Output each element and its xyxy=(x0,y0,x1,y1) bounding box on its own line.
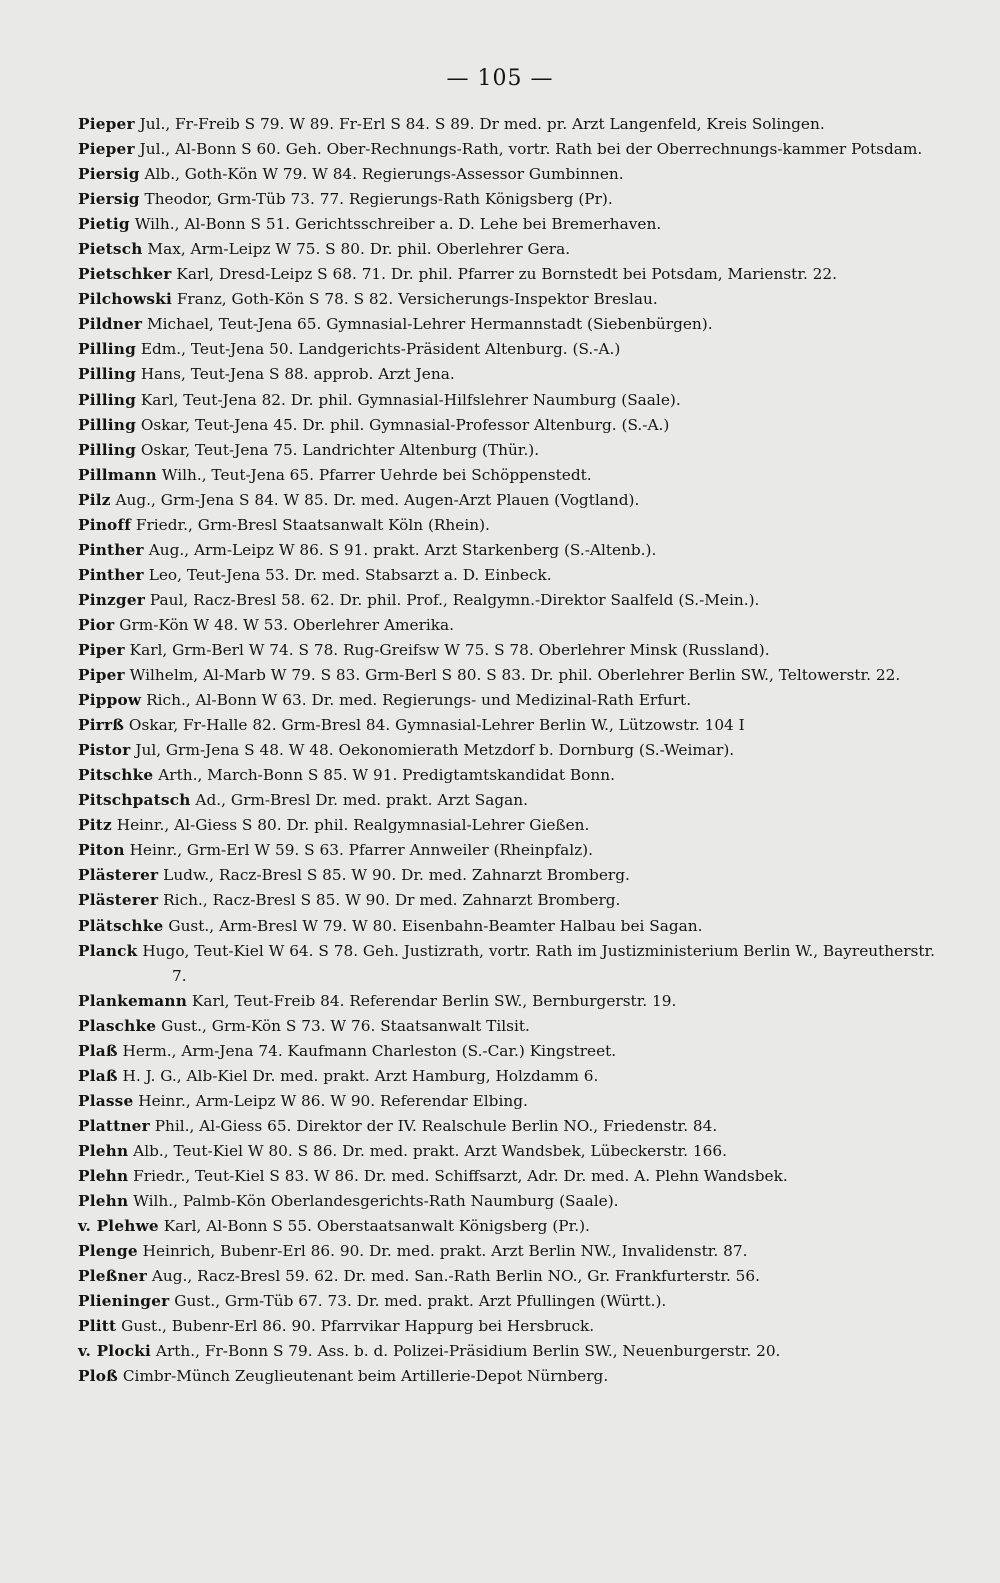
entry-surname: Plaschke xyxy=(78,1016,157,1035)
register-entry xyxy=(78,538,938,563)
entry-surname: Plaß xyxy=(78,1066,118,1085)
entry-surname: Plaß xyxy=(78,1041,118,1060)
entry-surname: Plitt xyxy=(78,1317,117,1336)
entry-surname: Pleßner xyxy=(78,1267,147,1286)
entry-details: Oskar, Fr-Halle 82. Grm-Bresl 84. Gymnasial-Lehrer Berlin W., Lützowstr. 104 I xyxy=(124,716,745,735)
register-entry xyxy=(78,413,938,438)
register-entry xyxy=(78,838,938,863)
register-entry xyxy=(78,939,938,989)
register-entry xyxy=(78,1214,938,1239)
entry-surname: Plästerer xyxy=(78,891,159,910)
entry-details: Jul, Grm-Jena S 48. W 48. Oekonomierath Metzdorf b. Dornburg (S.-Weimar). xyxy=(130,741,735,760)
register-entry xyxy=(78,738,938,763)
entry-details: Paul, Racz-Bresl 58. 62. Dr. phil. Prof., Realgymn.-Direktor Saalfeld (S.-Mein.). xyxy=(145,590,760,609)
register-entry xyxy=(78,663,938,688)
register-entry xyxy=(78,1314,938,1339)
register-entry xyxy=(78,1189,938,1214)
entry-surname: Pinther xyxy=(78,540,144,559)
entry-details: Friedr., Grm-Bresl Staatsanwalt Köln (Rhein). xyxy=(131,515,490,534)
entry-details: Gust., Arm-Bresl W 79. W 80. Eisenbahn-Beamter Halbau bei Sagan. xyxy=(163,916,703,935)
register-entry xyxy=(78,1364,938,1389)
register-entry xyxy=(78,613,938,638)
register-entry xyxy=(78,162,938,187)
entry-surname: Plästerer xyxy=(78,866,159,885)
register-entry xyxy=(78,262,938,287)
entry-details: Gust., Grm-Tüb 67. 73. Dr. med. prakt. Arzt Pfullingen (Württ.). xyxy=(169,1292,667,1311)
entry-surname: Piton xyxy=(78,841,125,860)
entry-details: Phil., Al-Giess 65. Direktor der IV. Realschule Berlin NO., Friedenstr. 84. xyxy=(149,1116,718,1135)
register-entry xyxy=(78,763,938,788)
entry-surname: Plehn xyxy=(78,1166,129,1185)
entry-details: Arth., Fr-Bonn S 79. Ass. b. d. Polizei-Präsidium Berlin SW., Neuenburgerstr. 20. xyxy=(151,1342,781,1361)
entry-details: Rich., Racz-Bresl S 85. W 90. Dr med. Zahnarzt Bromberg. xyxy=(158,891,621,910)
entry-surname: Pistor xyxy=(78,741,131,760)
entry-surname: Plattner xyxy=(78,1116,150,1135)
entry-details: Alb., Teut-Kiel W 80. S 86. Dr. med. prakt. Arzt Wandsbek, Lübeckerstr. 166. xyxy=(128,1141,727,1160)
entry-surname: v. Plehwe xyxy=(78,1217,159,1236)
register-entry xyxy=(78,1239,938,1264)
entry-surname: Pirrß xyxy=(78,716,125,735)
entry-details: Heinr., Al-Giess S 80. Dr. phil. Realgymnasial-Lehrer Gießen. xyxy=(111,816,590,835)
page-number: — 105 — xyxy=(446,66,554,91)
entry-surname: Pilling xyxy=(78,365,136,384)
entry-details: Heinr., Arm-Leipz W 86. W 90. Referendar Elbing. xyxy=(133,1091,528,1110)
entry-details: Leo, Teut-Jena 53. Dr. med. Stabsarzt a. D. Einbeck. xyxy=(143,565,552,584)
entry-details: Alb., Goth-Kön W 79. W 84. Regierungs-Assessor Gumbinnen. xyxy=(139,165,624,184)
entry-details: Karl, Teut-Jena 82. Dr. phil. Gymnasial-Hilfslehrer Naumburg (Saale). xyxy=(135,390,681,409)
entry-surname: Pippow xyxy=(78,691,142,710)
register-entry xyxy=(78,388,938,413)
entry-details: Ludw., Racz-Bresl S 85. W 90. Dr. med. Zahnarzt Bromberg. xyxy=(158,866,630,885)
entry-details: Oskar, Teut-Jena 45. Dr. phil. Gymnasial-Professor Altenburg. (S.-A.) xyxy=(135,415,670,434)
entry-details: Edm., Teut-Jena 50. Landgerichts-Präsident Altenburg. (S.-A.) xyxy=(135,340,621,359)
entry-details: Aug., Racz-Bresl 59. 62. Dr. med. San.-Rath Berlin NO., Gr. Frankfurterstr. 56. xyxy=(146,1267,761,1286)
entry-surname: Piersig xyxy=(78,165,140,184)
register-entry xyxy=(78,362,938,387)
entry-surname: Pieper xyxy=(78,115,135,133)
entry-surname: Plenge xyxy=(78,1242,138,1261)
entry-details: Rich., Al-Bonn W 63. Dr. med. Regierungs- und Medizinal-Rath Erfurt. xyxy=(141,691,692,710)
register-entry xyxy=(78,237,938,262)
register-entry xyxy=(78,638,938,663)
register-entry xyxy=(78,312,938,337)
entry-surname: Pilchowski xyxy=(78,290,172,309)
entry-surname: v. Plocki xyxy=(78,1342,152,1361)
entry-surname: Plehn xyxy=(78,1192,129,1211)
register-entry xyxy=(78,1039,938,1064)
register-entry xyxy=(78,1164,938,1189)
register-entry xyxy=(78,888,938,913)
entry-surname: Pitschpatsch xyxy=(78,791,191,810)
entry-surname: Pinther xyxy=(78,565,144,584)
entry-details: Theodor, Grm-Tüb 73. 77. Regierungs-Rath Königsberg (Pr). xyxy=(139,190,613,209)
entry-details: Karl, Teut-Freib 84. Referendar Berlin SW., Bernburgerstr. 19. xyxy=(187,991,677,1010)
entry-details: Karl, Al-Bonn S 55. Oberstaatsanwalt Königsberg (Pr.). xyxy=(158,1217,590,1236)
register-entry xyxy=(78,1289,938,1314)
entry-surname: Pietschker xyxy=(78,265,172,284)
entry-details: Gust., Bubenr-Erl 86. 90. Pfarrvikar Happurg bei Hersbruck. xyxy=(116,1317,595,1336)
register-entry xyxy=(78,863,938,888)
entry-surname: Planck xyxy=(78,941,138,960)
entry-details: Aug., Grm-Jena S 84. W 85. Dr. med. Augen-Arzt Plauen (Vogtland). xyxy=(110,490,640,509)
entry-surname: Pillmann xyxy=(78,465,157,484)
register-entry xyxy=(78,212,938,237)
entry-surname: Piersig xyxy=(78,190,140,209)
entry-details: Wilh., Al-Bonn S 51. Gerichtsschreiber a. D. Lehe bei Bremerhaven. xyxy=(129,215,662,234)
register-entry xyxy=(78,463,938,488)
register-entries xyxy=(78,112,938,1389)
register-entry xyxy=(78,1064,938,1089)
entry-surname: Pietig xyxy=(78,215,130,234)
register-entry xyxy=(78,713,938,738)
entry-details: Oskar, Teut-Jena 75. Landrichter Altenburg (Thür.). xyxy=(135,440,540,459)
entry-details: Hans, Teut-Jena S 88. approb. Arzt Jena. xyxy=(135,365,455,384)
register-entry xyxy=(78,438,938,463)
entry-surname: Plieninger xyxy=(78,1292,170,1311)
register-entry xyxy=(78,187,938,212)
entry-details: Grm-Kön W 48. W 53. Oberlehrer Amerika. xyxy=(114,615,455,634)
entry-details: Heinr., Grm-Erl W 59. S 63. Pfarrer Annweiler (Rheinpfalz). xyxy=(124,841,594,860)
entry-details: Cimbr-Münch Zeuglieutenant beim Artillerie-Depot Nürnberg. xyxy=(117,1367,609,1386)
register-entry xyxy=(78,488,938,513)
register-entry xyxy=(78,914,938,939)
entry-details: Friedr., Teut-Kiel S 83. W 86. Dr. med. Schiffsarzt, Adr. Dr. med. A. Plehn Wandsbek. xyxy=(128,1166,788,1185)
entry-details: Ad., Grm-Bresl Dr. med. prakt. Arzt Sagan. xyxy=(190,791,528,810)
entry-details: Michael, Teut-Jena 65. Gymnasial-Lehrer Hermannstadt (Siebenbürgen). xyxy=(142,315,713,334)
entry-surname: Piper xyxy=(78,666,125,685)
entry-surname: Pitz xyxy=(78,816,112,835)
register-entry xyxy=(78,1089,938,1114)
register-entry xyxy=(78,788,938,813)
entry-details: Aug., Arm-Leipz W 86. S 91. prakt. Arzt Starkenberg (S.-Altenb.). xyxy=(143,540,657,559)
entry-surname: Pilling xyxy=(78,440,136,459)
register-entry xyxy=(78,1014,938,1039)
entry-details: Gust., Grm-Kön S 73. W 76. Staatsanwalt Tilsit. xyxy=(156,1016,530,1035)
entry-details: Heinrich, Bubenr-Erl 86. 90. Dr. med. prakt. Arzt Berlin NW., Invalidenstr. 87. xyxy=(137,1242,748,1261)
entry-details: Karl, Grm-Berl W 74. S 78. Rug-Greifsw W 75. S 78. Oberlehrer Minsk (Russland). xyxy=(124,640,770,659)
entry-surname: Pinzger xyxy=(78,590,146,609)
entry-surname: Pilz xyxy=(78,490,111,509)
register-entry xyxy=(78,1114,938,1139)
entry-details: Herm., Arm-Jena 74. Kaufmann Charleston (S.-Car.) Kingstreet. xyxy=(117,1041,617,1060)
entry-surname: Pior xyxy=(78,615,115,634)
entry-details: Karl, Dresd-Leipz S 68. 71. Dr. phil. Pfarrer zu Bornstedt bei Potsdam, Marienstr. 22. xyxy=(171,265,838,284)
register-entry xyxy=(78,563,938,588)
register-entry xyxy=(78,1139,938,1164)
entry-surname: Ploß xyxy=(78,1367,118,1386)
register-entry xyxy=(78,588,938,613)
register-entry xyxy=(78,287,938,312)
register-entry xyxy=(78,989,938,1014)
entry-details: Jul., Fr-Freib S 79. W 89. Fr-Erl S 84. S 89. Dr med. pr. Arzt Langenfeld, Kreis Solingen. xyxy=(134,115,825,133)
register-entry xyxy=(78,1339,938,1364)
entry-surname: Pieper xyxy=(78,140,135,159)
entry-surname: Plasse xyxy=(78,1091,134,1110)
entry-surname: Plankemann xyxy=(78,991,188,1010)
entry-details: Wilh., Teut-Jena 65. Pfarrer Uehrde bei Schöppenstedt. xyxy=(156,465,592,484)
entry-surname: Pilling xyxy=(78,390,136,409)
entry-details: Arth., March-Bonn S 85. W 91. Predigtamtskandidat Bonn. xyxy=(153,766,615,785)
register-entry xyxy=(78,112,938,137)
register-entry xyxy=(78,513,938,538)
entry-details: Hugo, Teut-Kiel W 64. S 78. Geh. Justizrath, vortr. Rath im Justizministerium Berlin W., Bayreutherstr. 7. xyxy=(137,941,935,985)
register-entry xyxy=(78,813,938,838)
entry-details: Jul., Al-Bonn S 60. Geh. Ober-Rechnungs-Rath, vortr. Rath bei der Oberrechnungs-kammer Potsdam. xyxy=(134,140,923,159)
entry-details: Wilh., Palmb-Kön Oberlandesgerichts-Rath Naumburg (Saale). xyxy=(128,1192,619,1211)
entry-details: Franz, Goth-Kön S 78. S 82. Versicherungs-Inspektor Breslau. xyxy=(171,290,658,309)
entry-details: Max, Arm-Leipz W 75. S 80. Dr. phil. Oberlehrer Gera. xyxy=(142,240,571,259)
entry-surname: Plehn xyxy=(78,1141,129,1160)
entry-surname: Pilling xyxy=(78,340,136,359)
entry-surname: Piper xyxy=(78,640,125,659)
entry-details: Wilhelm, Al-Marb W 79. S 83. Grm-Berl S 80. S 83. Dr. phil. Oberlehrer Berlin SW., Teltowerstr. 22. xyxy=(124,666,901,685)
entry-surname: Plätschke xyxy=(78,916,164,935)
entry-surname: Pildner xyxy=(78,315,143,334)
entry-surname: Pitschke xyxy=(78,766,154,785)
entry-surname: Pilling xyxy=(78,415,136,434)
entry-surname: Pinoff xyxy=(78,515,131,534)
register-entry xyxy=(78,688,938,713)
register-entry xyxy=(78,337,938,362)
entry-details: H. J. G., Alb-Kiel Dr. med. prakt. Arzt Hamburg, Holzdamm 6. xyxy=(117,1066,599,1085)
entry-surname: Pietsch xyxy=(78,240,143,259)
register-entry xyxy=(78,1264,938,1289)
register-entry xyxy=(78,137,938,162)
